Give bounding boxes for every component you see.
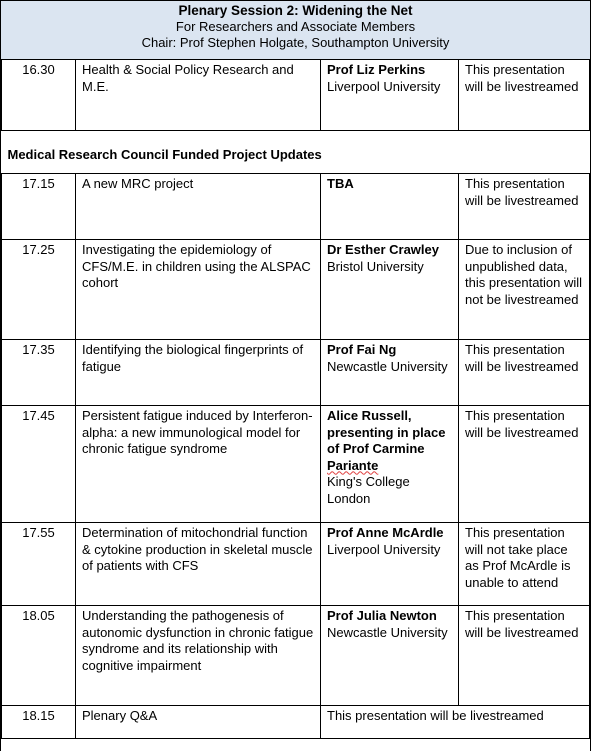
speaker-name: Dr Esther Crawley	[327, 242, 439, 257]
speaker-name: TBA	[327, 176, 354, 191]
topic-cell: Understanding the pathogenesis of autonomic dysfunction in chronic fatigue syndrome and its relationship with cognitive impairment	[76, 606, 321, 706]
section-heading: Medical Research Council Funded Project Updates	[2, 130, 590, 174]
speaker-affiliation: Newcastle University	[327, 358, 448, 374]
topic-cell: Health & Social Policy Research and M.E.	[76, 60, 321, 130]
table-row	[2, 706, 590, 739]
speaker-affiliation: Liverpool University	[327, 541, 441, 557]
note-cell: This presentation will be livestreamed	[321, 706, 590, 739]
speaker-name: Prof Julia Newton	[327, 608, 437, 623]
table-row	[2, 60, 590, 130]
session-subtitle: For Researchers and Associate Members	[175, 19, 416, 34]
speaker-cell	[321, 240, 459, 340]
note-cell: This presentation will be livestreamed	[459, 340, 590, 406]
time-cell: 17.25	[2, 240, 76, 340]
speaker-cell	[321, 606, 459, 706]
time-cell: 18.15	[2, 706, 76, 739]
speaker-affiliation: Liverpool University	[327, 78, 441, 94]
speaker-name: Prof Fai Ng	[327, 342, 397, 357]
note-cell: This presentation will be livestreamed	[459, 60, 590, 130]
topic-cell: A new MRC project	[76, 174, 321, 240]
speaker-cell	[321, 406, 459, 523]
topic-cell: Persistent fatigue induced by Interferon-alpha: a new immunological model for chronic fatigue syndrome	[76, 406, 321, 523]
speaker-cell	[321, 174, 459, 240]
table-row	[2, 606, 590, 706]
speaker-cell	[321, 523, 459, 606]
topic-cell: Investigating the epidemiology of CFS/M.E. in children using the ALSPAC cohort	[76, 240, 321, 340]
time-cell: 17.35	[2, 340, 76, 406]
table-row	[2, 406, 590, 523]
speaker-cell	[321, 340, 459, 406]
session-header	[1, 0, 590, 60]
note-cell: This presentation will not take place as Prof McArdle is unable to attend	[459, 523, 590, 606]
section-heading-row	[2, 130, 590, 174]
speaker-affiliation: King's College London	[327, 474, 410, 506]
note-cell: This presentation will be livestreamed	[459, 606, 590, 706]
time-cell: 16.30	[2, 60, 76, 130]
note-cell: This presentation will be livestreamed	[459, 406, 590, 523]
session-chair: Chair: Prof Stephen Holgate, Southampton University	[141, 35, 450, 50]
time-cell: 18.05	[2, 606, 76, 706]
note-cell: Due to inclusion of unpublished data, this presentation will not be livestreamed	[459, 240, 590, 340]
speaker-affiliation: Bristol University	[327, 258, 424, 274]
programme-table	[1, 60, 590, 739]
speaker-name: Prof Liz Perkins	[327, 62, 426, 77]
time-cell: 17.15	[2, 174, 76, 240]
topic-cell: Identifying the biological fingerprints of fatigue	[76, 340, 321, 406]
table-row	[2, 240, 590, 340]
speaker-surname-flagged: Pariante	[327, 457, 379, 473]
speaker-name-text: Alice Russell, presenting in place of Prof Carmine	[327, 408, 446, 456]
time-cell: 17.45	[2, 406, 76, 523]
topic-cell: Determination of mitochondrial function & cytokine production in skeletal muscle of patients with CFS	[76, 523, 321, 606]
note-cell: This presentation will be livestreamed	[459, 174, 590, 240]
table-row	[2, 340, 590, 406]
session-title: Plenary Session 2: Widening the Net	[178, 3, 413, 18]
topic-cell: Plenary Q&A	[76, 706, 321, 739]
speaker-cell	[321, 60, 459, 130]
speaker-name	[327, 408, 452, 474]
time-cell: 17.55	[2, 523, 76, 606]
speaker-name: Prof Anne McArdle	[327, 525, 444, 540]
speaker-affiliation: Newcastle University	[327, 624, 448, 640]
table-row	[2, 523, 590, 606]
table-row	[2, 174, 590, 240]
